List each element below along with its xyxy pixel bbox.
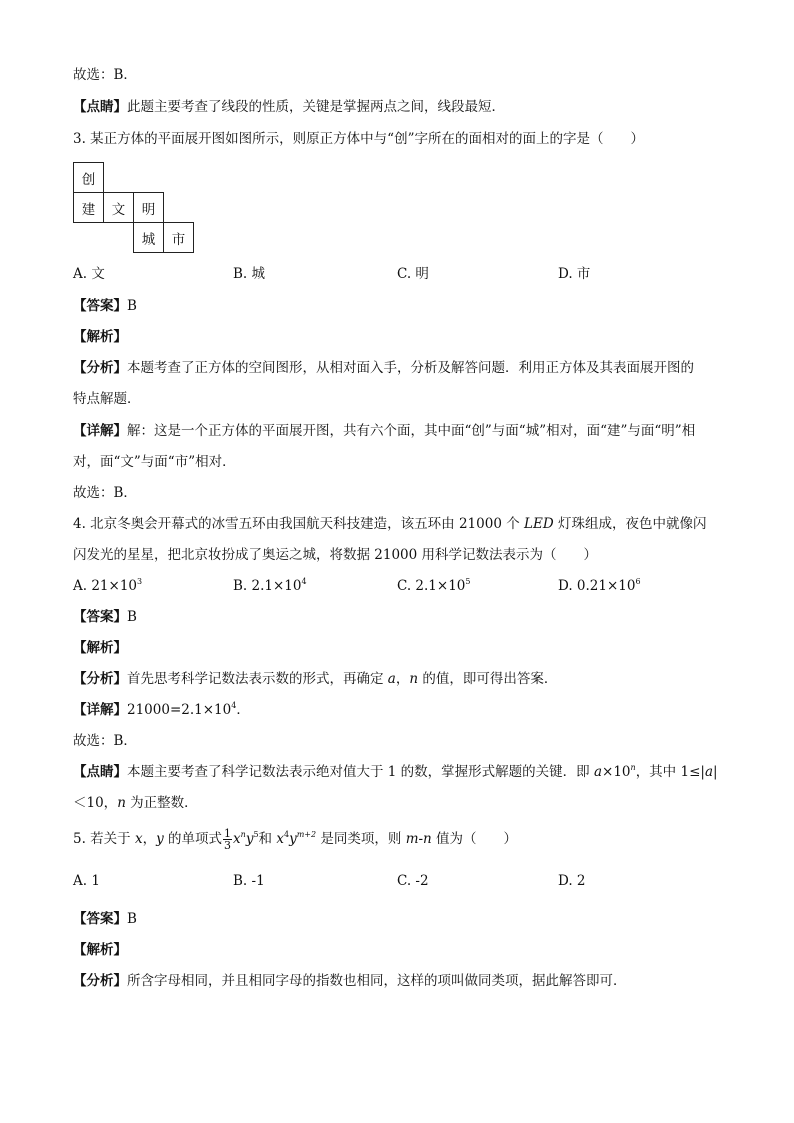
q5-var-x: x	[134, 831, 143, 847]
q4-answer	[73, 607, 137, 627]
tag-answer: 【答案】	[73, 911, 127, 927]
q3-answer	[73, 296, 137, 316]
answer-value: B	[127, 911, 137, 927]
fenxi-text: 所含字母相同，并且相同字母的指数也相同，这样的项叫做同类项，据此解答即可．	[127, 973, 627, 989]
q5-analysis-heading: 【解析】	[73, 942, 127, 958]
dj2-var-n: n	[117, 795, 126, 811]
q3-option-a: A. 文	[73, 266, 105, 282]
xiangjie-end: ．	[236, 702, 250, 718]
q5-mono2-yexp: m+2	[296, 830, 317, 839]
q5-option-b: B. -1	[233, 873, 265, 889]
net-cell-wen: 文	[103, 192, 134, 223]
var-a: a	[387, 671, 396, 687]
fenxi-sep: ，	[395, 671, 410, 687]
fenxi-text-b: 的值，即可得出答案．	[418, 671, 558, 687]
q4-text-a: 4. 北京冬奥会开幕式的冰雪五环由我国航天科技建造，该五环由 21000 个	[73, 516, 524, 532]
q4-option-c	[397, 576, 470, 596]
q4-option-b	[233, 576, 307, 596]
q5-mono1-x: x	[233, 831, 241, 847]
question-4-line2: 闪发光的星星，把北京妆扮成了奥运之城，将数据 21000 用科学记数法表示为（ ）	[73, 547, 598, 563]
q3-analysis-heading: 【解析】	[73, 329, 127, 345]
q5-var-y: y	[156, 831, 164, 847]
q4-b-base: B. 2.1×10	[233, 578, 302, 594]
tag-fenxi: 【分析】	[73, 360, 127, 376]
q5-text-d: 值为（ ）	[431, 831, 518, 847]
q4-led: LED	[524, 516, 554, 532]
q4-option-a	[73, 576, 142, 596]
tag-xiangjie: 【详解】	[73, 702, 127, 718]
answer-value: B	[127, 609, 137, 625]
fraction-one-third	[223, 828, 232, 851]
q4-d-exp: 6	[635, 577, 641, 586]
q3-xiangjie-line1	[73, 421, 695, 441]
net-cell-jian: 建	[73, 192, 104, 223]
dj-bar: |	[713, 764, 718, 780]
dj-text-a: 本题主要考查了科学记数法表示绝对值大于 1 的数，掌握形式解题的关键．即	[127, 764, 594, 780]
fenxi-text-a: 首先思考科学记数法表示数的形式，再确定	[127, 671, 388, 687]
fenxi-text: 本题考查了正方体的空间图形，从相对面入手，分析及解答问题．利用正方体及其表面展开图的	[127, 360, 694, 376]
q4-d-base: D. 0.21×10	[558, 578, 636, 594]
q5-mono2-x: x	[276, 831, 284, 847]
q3-conclusion: 故选：B．	[73, 485, 137, 501]
q3-fenxi-line2: 特点解题．	[73, 391, 141, 407]
xiangjie-text: 解：这是一个正方体的平面展开图，共有六个面，其中面“创”与面“城”相对，面“建”与面“明”相	[127, 423, 696, 439]
line-comment-prev	[73, 97, 505, 117]
q3-option-b: B. 城	[233, 266, 266, 282]
q5-text-a: 5. 若关于	[73, 831, 135, 847]
question-4-line1	[73, 514, 706, 534]
q4-dianjing-line1	[73, 762, 718, 782]
xiangjie-base: 21000=2.1×10	[127, 702, 232, 718]
q5-mono2-xexp: 4	[283, 830, 290, 839]
question-3: 3. 某正方体的平面展开图如图所示，则原正方体中与“创”字所在的面相对的面上的字是（ ）	[73, 131, 644, 147]
q4-analysis-heading: 【解析】	[73, 640, 127, 656]
question-5	[73, 828, 517, 851]
q5-mn: m-n	[405, 831, 432, 847]
tag-comment: 【点睛】	[73, 99, 127, 115]
q5-mono1-xexp: n	[240, 830, 246, 839]
tag-comment: 【点睛】	[73, 764, 127, 780]
q4-conclusion: 故选：B．	[73, 733, 137, 749]
q4-c-base: C. 2.1×10	[397, 578, 466, 594]
q5-sep: ，	[142, 831, 157, 847]
fraction-numerator: 1	[224, 827, 232, 840]
q5-answer	[73, 909, 137, 929]
q5-option-c: C. -2	[397, 873, 429, 889]
dj-var-a: a	[593, 764, 603, 780]
tag-fenxi: 【分析】	[73, 973, 127, 989]
dj2-text-b: 为正整数．	[125, 795, 198, 811]
q4-xiangjie	[73, 700, 250, 720]
q3-fenxi-line1	[73, 358, 694, 378]
q5-text-b: 的单项式	[163, 831, 223, 847]
var-n: n	[409, 671, 419, 687]
q5-mono1-y: y	[245, 831, 254, 847]
net-cell-shi: 市	[163, 222, 194, 253]
q4-fenxi	[73, 669, 557, 689]
q5-fenxi	[73, 971, 627, 991]
q4-dianjing-line2	[73, 793, 198, 813]
tag-answer: 【答案】	[73, 609, 127, 625]
q5-mono1-yexp: 5	[253, 830, 259, 839]
net-cell-ming: 明	[133, 192, 164, 223]
net-cell-chuang: 创	[73, 162, 104, 193]
line-conclusion-prev: 故选：B．	[73, 67, 137, 83]
q4-option-d	[558, 576, 641, 596]
q5-option-a: A. 1	[73, 873, 100, 889]
dj-text-b: ，其中 1≤|	[635, 764, 705, 780]
q5-mono2-y: y	[289, 831, 297, 847]
tag-xiangjie: 【详解】	[73, 423, 127, 439]
q5-option-d: D. 2	[558, 873, 586, 889]
q4-a-base: A. 21×10	[73, 578, 137, 594]
q4-c-exp: 5	[465, 577, 471, 586]
comment-text: 此题主要考查了线段的性质，关键是掌握两点之间，线段最短．	[127, 99, 505, 115]
fraction-denominator: 3	[224, 839, 232, 852]
dj-var-a2: a	[704, 764, 713, 780]
q3-option-d: D. 市	[558, 266, 591, 282]
dj2-text-a: ＜10，	[73, 795, 118, 811]
dj-times: ×10	[602, 764, 631, 780]
q3-xiangjie-line2: 对，面“文”与面“市”相对．	[73, 454, 236, 470]
answer-value: B	[127, 298, 137, 314]
q4-b-exp: 4	[301, 577, 307, 586]
tag-fenxi: 【分析】	[73, 671, 127, 687]
q5-text-c: 是同类项，则	[316, 831, 406, 847]
q4-text-b: 灯珠组成，夜色中就像闪	[553, 516, 707, 532]
net-cell-cheng: 城	[133, 222, 164, 253]
dj-exp: n	[630, 763, 636, 772]
q3-option-c: C. 明	[397, 266, 429, 282]
tag-answer: 【答案】	[73, 298, 127, 314]
q4-a-exp: 3	[137, 577, 143, 586]
q5-and: 和	[258, 831, 277, 847]
cube-net	[73, 162, 199, 252]
xiangjie-exp: 4	[231, 701, 237, 710]
